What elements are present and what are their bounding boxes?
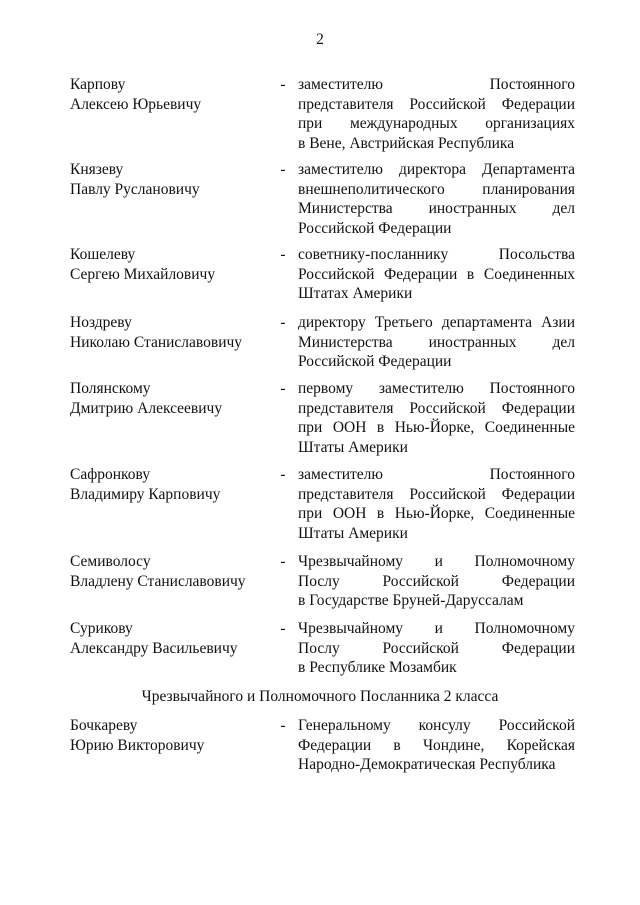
position-line: заместителю Постоянного — [298, 76, 575, 93]
dash-separator: - — [280, 76, 286, 93]
appointment-entry — [70, 619, 575, 679]
person-given-name: Павлу Руслановичу — [70, 180, 200, 198]
position-line: заместителю Постоянного — [298, 466, 575, 483]
position-line: Послу Российской Федерации — [298, 639, 575, 657]
dash-separator: - — [280, 466, 286, 483]
position-line: в Республике Мозамбик — [298, 659, 457, 676]
position-line: при ООН в Нью-Йорке, Соединенные — [298, 419, 575, 436]
appointment-entry — [70, 245, 575, 305]
position-line: Штаты Америки — [298, 524, 408, 542]
position-text — [298, 552, 575, 611]
person-given-name: Алексею Юрьевичу — [70, 95, 202, 113]
person-given-name: Владимиру Карповичу — [70, 485, 221, 503]
person-given-name: Сергею Михайловичу — [70, 265, 216, 283]
person-name — [70, 379, 270, 418]
appointment-entry — [70, 313, 575, 373]
position-line: при международных организациях — [298, 115, 575, 132]
person-name — [70, 160, 270, 199]
position-text — [298, 716, 575, 775]
position-text — [298, 619, 575, 678]
position-line: представителя Российской Федерации — [298, 95, 575, 113]
appointment-entry — [70, 379, 575, 459]
dash-separator: - — [280, 553, 286, 570]
position-text — [298, 465, 575, 543]
section-heading: Чрезвычайного и Полномочного Посланника 2 класса — [141, 688, 499, 705]
appointment-entry — [70, 716, 575, 776]
position-text — [298, 75, 575, 153]
person-surname: Сурикову — [70, 620, 133, 637]
position-line: представителя Российской Федерации — [298, 485, 575, 503]
person-surname: Полянскому — [70, 380, 151, 397]
position-line: Министерства иностранных дел — [298, 200, 575, 217]
appointment-entry — [70, 552, 575, 612]
person-name — [70, 552, 270, 591]
person-given-name: Александру Васильевичу — [70, 639, 238, 657]
person-surname: Карпову — [70, 76, 126, 93]
person-surname: Ноздреву — [70, 314, 132, 331]
person-surname: Князеву — [70, 161, 124, 178]
position-line: Федерации в Чондине, Корейская — [298, 736, 575, 754]
appointment-entry — [70, 75, 575, 155]
dash-separator: - — [280, 314, 286, 331]
person-surname: Сафронкову — [70, 466, 151, 483]
position-line: Народно-Демократическая Республика — [298, 756, 556, 773]
page-number: 2 — [316, 31, 324, 48]
person-given-name: Юрию Викторовичу — [70, 736, 205, 754]
dash-separator: - — [280, 380, 286, 397]
dash-separator: - — [280, 717, 286, 734]
position-line: Российской Федерации — [298, 353, 452, 370]
position-line: в Вене, Австрийская Республика — [298, 134, 515, 152]
position-line: Штаты Америки — [298, 438, 408, 456]
person-name — [70, 75, 270, 114]
position-text — [298, 379, 575, 457]
position-line: Министерства иностранных дел — [298, 333, 575, 351]
position-line: представителя Российской Федерации — [298, 399, 575, 417]
position-line: первому заместителю Постоянного — [298, 380, 575, 397]
position-line: Штатах Америки — [298, 285, 413, 302]
position-line: Чрезвычайному и Полномочному — [298, 553, 575, 570]
person-given-name: Николаю Станиславовичу — [70, 333, 243, 351]
position-line: директору Третьего департамента Азии — [298, 314, 575, 331]
position-line: Российской Федерации в Соединенных — [298, 265, 575, 283]
appointment-entry — [70, 160, 575, 240]
position-line: Послу Российской Федерации — [298, 572, 575, 590]
position-line: Российской Федерации — [298, 219, 452, 237]
person-name — [70, 716, 270, 755]
person-surname: Бочкареву — [70, 717, 138, 734]
position-line: советнику-посланнику Посольства — [298, 246, 575, 263]
position-line: в Государстве Бруней-Даруссалам — [298, 592, 524, 609]
person-name — [70, 619, 270, 658]
position-text — [298, 160, 575, 238]
person-name — [70, 245, 270, 284]
position-line: Чрезвычайному и Полномочному — [298, 620, 575, 637]
dash-separator: - — [280, 246, 286, 263]
position-line: при ООН в Нью-Йорке, Соединенные — [298, 505, 575, 522]
dash-separator: - — [280, 161, 286, 178]
position-line: внешнеполитического планирования — [298, 180, 575, 198]
person-given-name: Владлену Станиславовичу — [70, 572, 246, 590]
position-text — [298, 313, 575, 372]
person-name — [70, 313, 270, 352]
person-name — [70, 465, 270, 504]
position-line: Генеральному консулу Российской — [298, 717, 575, 734]
dash-separator: - — [280, 620, 286, 637]
position-text — [298, 245, 575, 304]
person-surname: Кошелеву — [70, 246, 136, 263]
appointment-entry — [70, 465, 575, 545]
person-surname: Семиволосу — [70, 553, 151, 570]
position-line: заместителю директора Департамента — [298, 161, 575, 178]
person-given-name: Дмитрию Алексеевичу — [70, 399, 223, 417]
